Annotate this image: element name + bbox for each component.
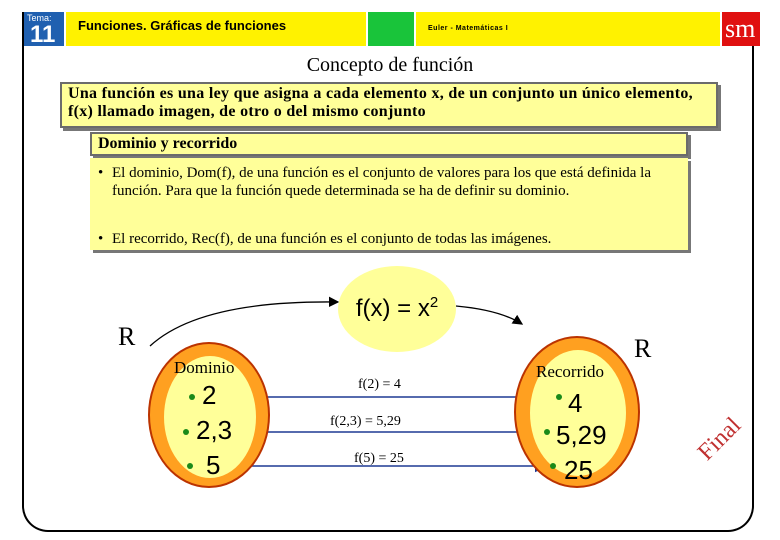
range-value: 5,29 (556, 420, 607, 450)
mapping-label: f(2,3) = 5,29 (330, 414, 401, 429)
section-title: Dominio y recorrido (98, 135, 238, 152)
formula-arrow-in (150, 302, 338, 346)
bullet-dot-icon: • (98, 231, 104, 247)
header-title: Funciones. Gráficas de funciones (78, 18, 287, 33)
range-value: 25 (564, 455, 593, 485)
domain-label: Dominio (174, 358, 235, 377)
final-link[interactable] (690, 410, 747, 468)
domain-point (187, 463, 193, 469)
domain-set-label: R (118, 322, 136, 351)
domain-point (183, 429, 189, 435)
formula-arrow-out (456, 306, 522, 324)
tema-label: Tema: (27, 13, 52, 23)
range-value: 4 (568, 388, 583, 418)
function-formula (338, 294, 456, 323)
bullet-text: El recorrido, Rec(f), de una función es el conjunto de todas las imágenes. (112, 231, 552, 247)
tema-number: 11 (30, 21, 56, 48)
logo-text: sm (725, 14, 756, 43)
formula-base: f(x) = x (355, 295, 430, 322)
domain-value: 2 (202, 380, 217, 410)
header-subtitle: Euler - Matemáticas I (428, 25, 509, 32)
formula-exponent: 2 (429, 294, 439, 311)
formula-bubble (338, 266, 456, 352)
domain-point (189, 394, 195, 400)
page-title: Concepto de función (306, 54, 474, 76)
final-label[interactable]: Final (693, 412, 747, 466)
bullet-text: El dominio, Dom(f), de una función es el conjunto de valores para los que está definida la función. Para que la función quede determinada se ha de definir su dominio. (112, 165, 652, 199)
definition-text: Una función es una ley que asigna a cada elemento x, de un conjunto un único elemento, f(x) llamado imagen, de otro o del mismo conjunto (68, 85, 693, 120)
range-point (550, 463, 556, 469)
bullet-dot-icon: • (98, 165, 104, 181)
mapping-label: f(2) = 4 (358, 377, 401, 392)
mapping-label: f(5) = 25 (354, 451, 404, 466)
range-label: Recorrido (536, 362, 604, 381)
domain-value: 5 (206, 450, 221, 480)
range-set-label: R (634, 334, 652, 363)
range-point (556, 394, 562, 400)
domain-value: 2,3 (196, 415, 233, 445)
range-point (544, 429, 550, 435)
